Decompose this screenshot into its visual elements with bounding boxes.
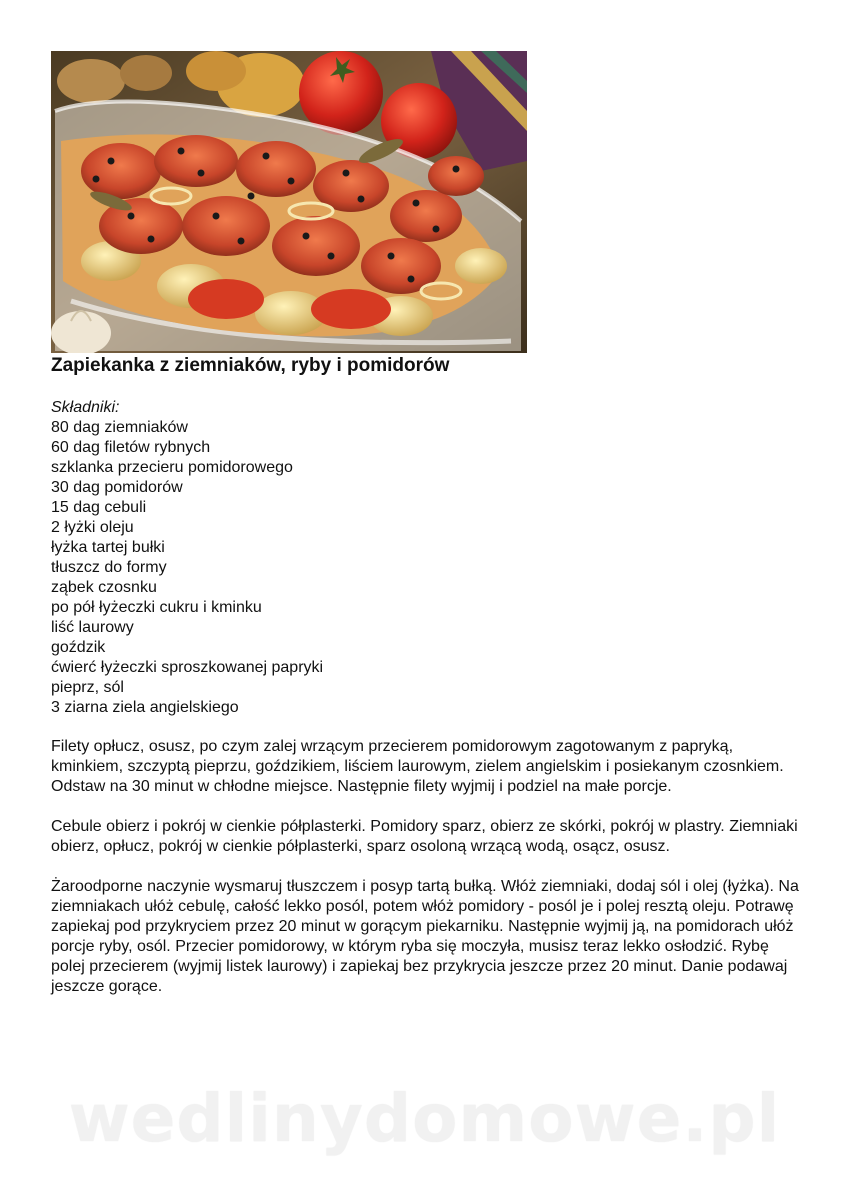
potato-slice	[455, 248, 507, 284]
tomato-slice	[188, 279, 264, 319]
ingredient-item: pieprz, sól	[51, 679, 124, 696]
fish-piece	[390, 190, 462, 242]
ingredient-item: 15 dag cebuli	[51, 499, 147, 516]
fish-piece	[428, 156, 484, 196]
ingredient-item: ząbek czosnku	[51, 579, 157, 596]
preparation-paragraph: Filety opłucz, osusz, po czym zalej wrzącym przecierem pomidorowym zagotowanym z papryką, kminkiem, szczyptą pieprzu, goździkiem, liściem laurowym, zielem angielskim i posiekanym czosnkiem. Odstaw na 30 minut w chłodne miejsce. Następnie filety wyjmij i podziel na małe porcje.	[51, 738, 784, 795]
ingredients-section	[51, 398, 791, 718]
ingredient-item: 2 łyżki oleju	[51, 519, 134, 536]
ingredient-item: liść laurowy	[51, 619, 134, 636]
ingredient-item: 3 ziarna ziela angielskiego	[51, 699, 239, 716]
ingredient-item: szklanka przecieru pomidorowego	[51, 459, 293, 476]
ingredients-heading: Składniki:	[51, 399, 120, 416]
fish-piece	[182, 196, 270, 256]
preparation-paragraph: Cebule obierz i pokrój w cienkie półplasterki. Pomidory sparz, obierz ze skórki, pokrój w plastry. Ziemniaki obierz, opłucz, pokrój w cienkie półplasterki, sparz osoloną wrzącą wodą, osącz, osusz.	[51, 818, 798, 855]
ingredient-item: 60 dag filetów rybnych	[51, 439, 211, 456]
ingredients-list	[51, 418, 791, 718]
fish-piece	[236, 141, 316, 197]
ingredient-item: tłuszcz do formy	[51, 559, 167, 576]
ingredient-item: ćwierć łyżeczki sproszkowanej papryki	[51, 659, 324, 676]
fish-piece	[154, 135, 238, 187]
recipe-title: Zapiekanka z ziemniaków, ryby i pomidorów	[51, 355, 450, 376]
tomato-slice	[311, 289, 391, 329]
ingredient-item: 80 dag ziemniaków	[51, 419, 188, 436]
background-potato	[120, 55, 172, 91]
background-tomato	[299, 51, 383, 135]
preparation-paragraph: Żaroodporne naczynie wysmaruj tłuszczem i posyp tartą bułką. Włóż ziemniaki, dodaj sól i olej (łyżka). Na ziemniakach ułóż cebulę, całość lekko posól, potem włóż pomidory - posól je i polej resztą oleju. Potrawę zapiekaj pod przykryciem przez 20 minut w gorącym piekarniku. Następnie wyjmij ją, na pomidorach ułóż porcje ryby, osól. Przecier pomidorowy, w którym ryba się moczyła, musisz teraz lekko osłodzić. Rybę polej przecierem (wyjmij listek laurowy) i zapiekaj bez przykrycia jeszcze przez 20 minut. Danie podawaj jeszcze gorące.	[51, 878, 799, 995]
ingredient-item: po pół łyżeczki cukru i kminku	[51, 599, 262, 616]
casserole-illustration	[51, 51, 527, 353]
garlic-bulb	[51, 311, 111, 353]
background-potato	[57, 59, 125, 103]
ingredient-item: 30 dag pomidorów	[51, 479, 183, 496]
site-watermark: wedlinydomowe.pl	[68, 1080, 781, 1157]
background-onion	[186, 51, 246, 91]
preparation-steps	[51, 737, 799, 1017]
recipe-photo	[51, 51, 527, 353]
ingredient-item: łyżka tartej bułki	[51, 539, 165, 556]
fish-piece	[81, 143, 161, 199]
fish-piece	[272, 216, 360, 276]
ingredient-item: goździk	[51, 639, 106, 656]
